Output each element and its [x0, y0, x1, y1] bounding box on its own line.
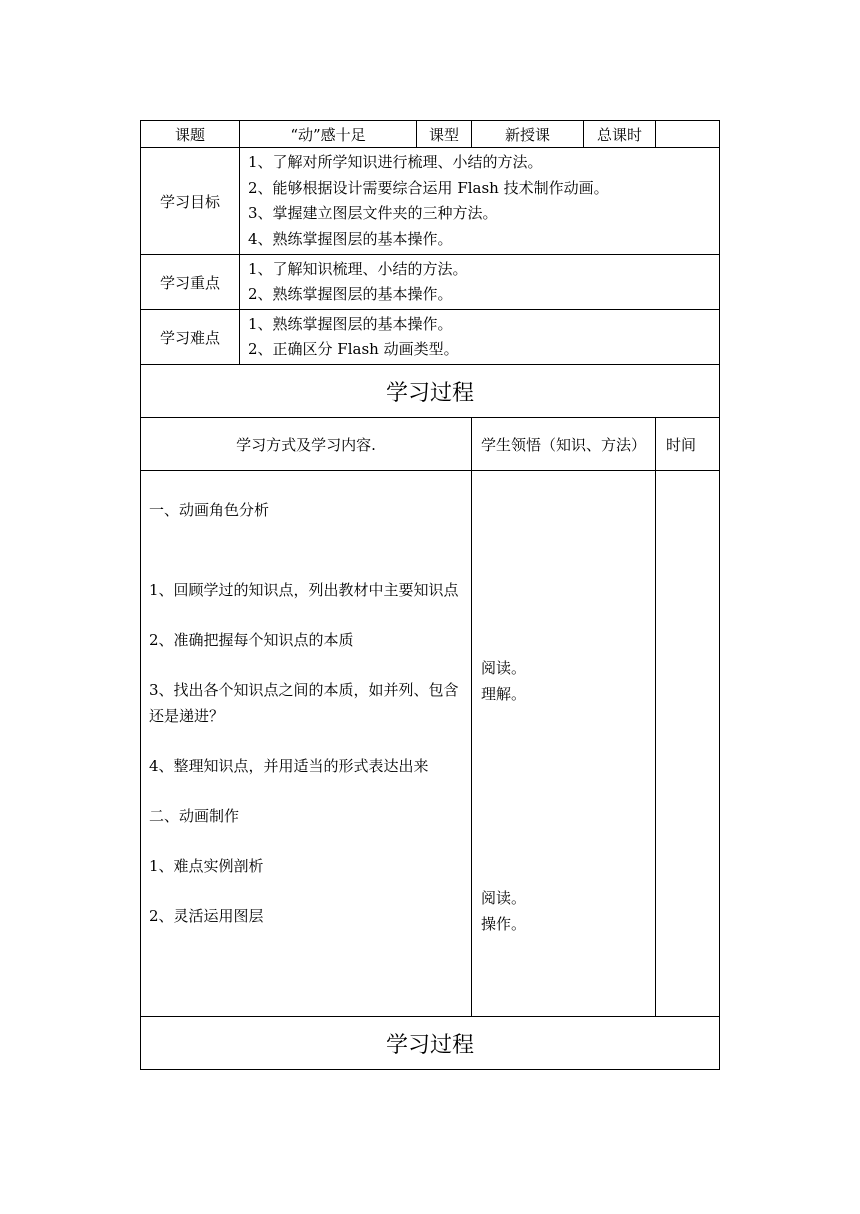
- section-heading: 二、动画制作: [149, 807, 240, 825]
- objectives-list: [240, 148, 720, 255]
- hours-label: 总课时: [584, 121, 656, 148]
- insight-text: 阅读。: [481, 889, 527, 907]
- objectives-label: 学习目标: [141, 148, 240, 255]
- process-title-2: 学习过程: [141, 1017, 720, 1070]
- insight-text: 理解。: [481, 685, 527, 703]
- key-point-item: 2、熟练掌握图层的基本操作。: [248, 285, 453, 303]
- content-row: [141, 471, 720, 1017]
- content-paragraph: 3、找出各个知识点之间的本质，如并列、包含还是递进？: [149, 681, 459, 725]
- objective-item: 4、熟练掌握图层的基本操作。: [248, 229, 453, 248]
- column-header-row: [141, 418, 720, 471]
- method-content: [141, 471, 472, 1017]
- insight-content: [472, 471, 656, 1017]
- header-row: [141, 121, 720, 148]
- insight-column-header: 学生领悟（知识、方法）: [472, 418, 656, 471]
- time-column-header: 时间: [656, 418, 720, 471]
- content-paragraph: 2、准确把握每个知识点的本质: [149, 631, 354, 649]
- hours-value: [656, 121, 720, 148]
- key-point-item: 1、了解知识梳理、小结的方法。: [248, 260, 468, 278]
- objectives-row: [141, 148, 720, 255]
- difficulty-item: 1、熟练掌握图层的基本操作。: [248, 315, 453, 333]
- section-heading: 一、动画角色分析: [149, 501, 270, 519]
- content-paragraph: 2、灵活运用图层: [149, 907, 264, 925]
- difficulties-row: [141, 310, 720, 365]
- key-points-list: [240, 255, 720, 310]
- content-paragraph: 1、难点实例剖析: [149, 857, 264, 875]
- process-title: 学习过程: [141, 365, 720, 418]
- method-column-header: 学习方式及学习内容.: [141, 418, 472, 471]
- lesson-plan-table: [140, 120, 720, 1070]
- insight-text: 操作。: [481, 915, 527, 933]
- key-points-row: [141, 255, 720, 310]
- difficulty-item: 2、正确区分 Flash 动画类型。: [248, 340, 459, 358]
- topic-value: “动”感十足: [240, 121, 417, 148]
- topic-label: 课题: [141, 121, 240, 148]
- process-title-row-2: [141, 1017, 720, 1070]
- content-paragraph: 4、整理知识点，并用适当的形式表达出来: [149, 757, 429, 775]
- objective-item: 2、能够根据设计需要综合运用 Flash 技术制作动画。: [248, 178, 609, 197]
- time-content: [656, 471, 720, 1017]
- insight-text: 阅读。: [481, 659, 527, 677]
- type-value: 新授课: [472, 121, 584, 148]
- process-title-row: [141, 365, 720, 418]
- type-label: 课型: [417, 121, 472, 148]
- objective-item: 3、掌握建立图层文件夹的三种方法。: [248, 204, 498, 222]
- key-points-label: 学习重点: [141, 255, 240, 310]
- objective-item: 1、了解对所学知识进行梳理、小结的方法。: [248, 153, 543, 171]
- difficulties-label: 学习难点: [141, 310, 240, 365]
- content-paragraph: 1、回顾学过的知识点，列出教材中主要知识点: [149, 581, 459, 599]
- difficulties-list: [240, 310, 720, 365]
